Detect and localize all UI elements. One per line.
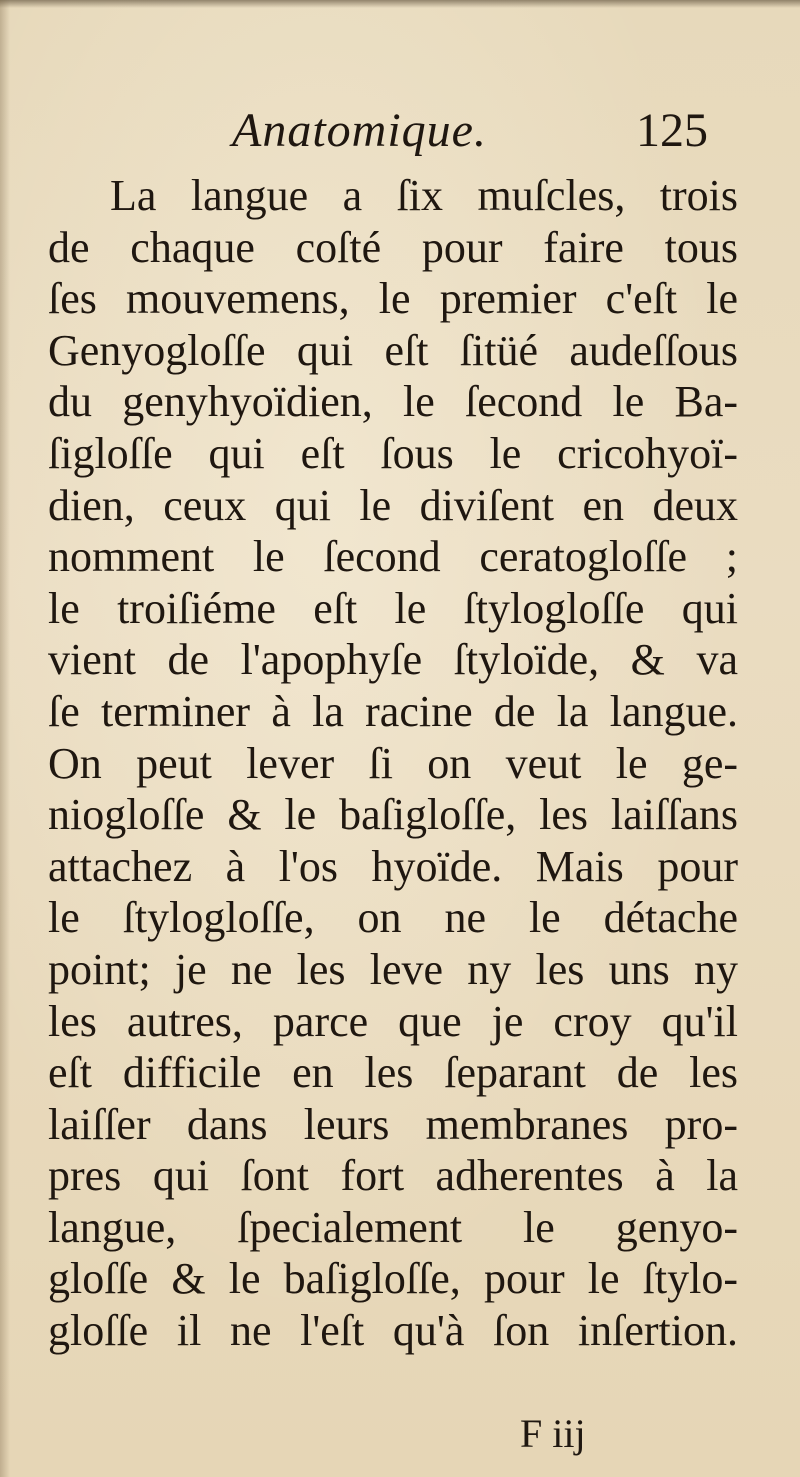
page-number: 125	[636, 104, 708, 157]
text-line: vient de l'apophyſe ſtyloïde, & va	[48, 635, 738, 685]
text-line: ſes mouvemens, le premier c'eſt le	[48, 274, 738, 324]
running-head	[0, 96, 800, 166]
text-line: laiſſer dans leurs membranes pro-	[48, 1099, 738, 1149]
text-line: La langue a ſix muſcles, trois	[110, 171, 738, 220]
text-line: le ſtylogloſſe, on ne le détache	[48, 893, 738, 943]
text-line: dien, ceux qui le diviſent en deux	[48, 480, 738, 530]
signature-mark: F iij	[520, 1411, 586, 1456]
text-line: ſe terminer à la racine de la langue.	[48, 686, 738, 736]
text-line: les autres, parce que je croy qu'il	[48, 996, 738, 1046]
page-left-edge	[0, 0, 10, 1477]
text-line: niogloſſe & le baſigloſſe, les laiſſans	[48, 790, 738, 840]
text-line: du genyhyoïdien, le ſecond le Ba-	[48, 377, 738, 427]
text-line: eſt difficile en les ſeparant de les	[48, 1048, 738, 1098]
text-line: langue, ſpecialement le genyo-	[48, 1202, 738, 1252]
text-line: attachez à l'os hyoïde. Mais pour	[48, 841, 738, 891]
page-top-edge	[0, 0, 800, 8]
text-line: On peut lever ſi on veut le ge-	[48, 738, 738, 788]
text-line: pres qui ſont fort adherentes à la	[48, 1151, 738, 1201]
text-line: ſigloſſe qui eſt ſous le cricohyoï-	[48, 428, 738, 478]
text-line: point; je ne les leve ny les uns ny	[48, 944, 738, 994]
text-line: de chaque coſté pour faire tous	[48, 222, 738, 272]
text-line: nomment le ſecond ceratogloſſe ;	[48, 532, 738, 582]
text-line: Genyogloſſe qui eſt ſitüé audeſſous	[48, 325, 738, 375]
text-line: gloſſe il ne l'eſt qu'à ſon inſertion.	[48, 1306, 738, 1356]
body-text	[48, 170, 738, 1357]
text-line: gloſſe & le baſigloſſe, pour le ſtylo-	[48, 1254, 738, 1304]
running-title: Anatomique.	[232, 104, 487, 157]
text-line: le troiſiéme eſt le ſtylogloſſe qui	[48, 583, 738, 633]
